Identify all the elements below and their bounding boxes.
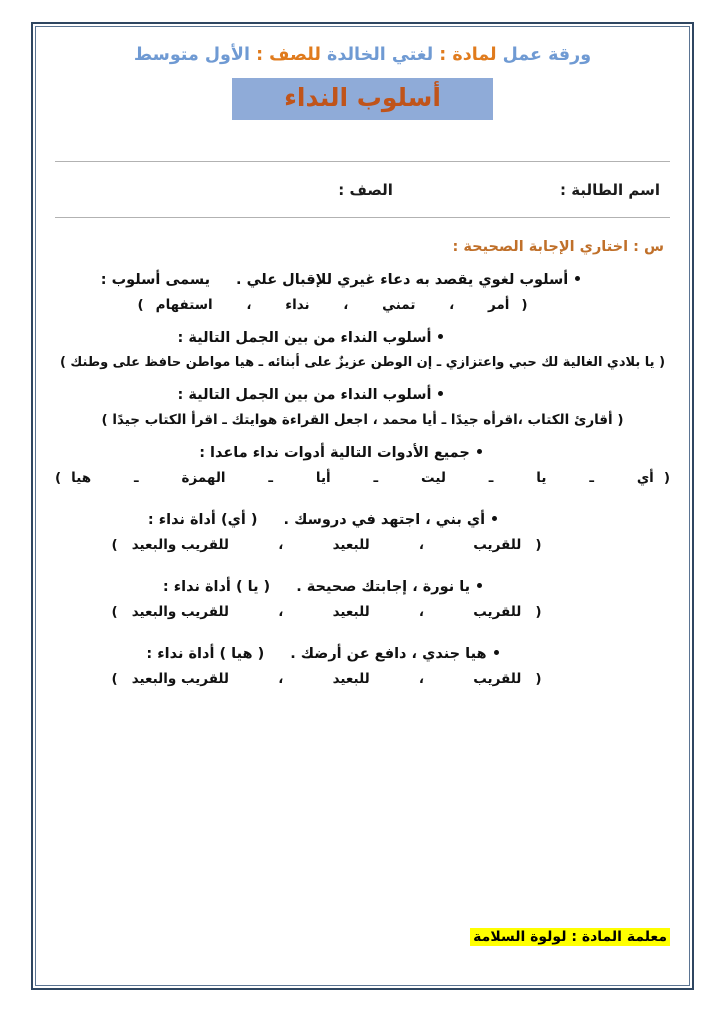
question-3-options[interactable] [55,412,670,428]
worksheet-header-line [55,44,670,68]
close-paren: ) [111,604,118,621]
question-3 [55,387,670,428]
question-4 [55,445,670,486]
close-paren: ) [111,537,118,554]
question-5-option-2[interactable]: للبعيد [332,537,370,554]
option-separator: ، [278,604,284,621]
question-4-options [55,470,670,486]
option-separator: ، [418,537,425,554]
question-5-options [55,537,670,553]
identity-row [55,162,670,217]
option-separator: ـ [134,470,139,487]
open-paren: ( [535,671,542,688]
question-6-stem-text: يا نورة ، إجابتك صحيحة . [296,579,471,596]
header-part-subject-name: لغتي الخالدة [327,45,434,65]
question-7-option-1[interactable]: للقريب [473,671,522,688]
question-3-stem [3,387,618,403]
question-2-options-line[interactable]: ( يا بلادي الغالية لك حبي واعتزازي ـ إن الوطن عزيزٌ على أبنائه ـ هيا مواطن حافظ على وطنك ) [59,355,666,371]
question-5-stem-text: أي بني ، اجتهد في دروسك . [283,512,486,529]
option-separator: ، [246,297,252,314]
option-separator: ، [278,671,284,688]
footer [470,926,670,946]
question-5-option-1[interactable]: للقريب [473,537,522,554]
question-1-stem-tail: يسمى أسلوب : [100,272,211,289]
header-part-grade-label: للصف : [256,45,321,65]
class-label: الصف : [338,180,393,199]
open-paren: ( [521,297,528,314]
question-6 [55,579,670,620]
worksheet-content [33,24,692,988]
question-2-options[interactable] [55,355,670,370]
option-separator: ، [418,604,425,621]
close-paren: ) [55,470,62,487]
question-4-option-4[interactable]: أيا [315,470,331,487]
student-name-label: اسم الطالبة : [560,180,660,199]
open-paren: ( [535,604,542,621]
question-4-option-5[interactable]: الهمزة [181,470,226,487]
header-part-grade-name: الأول متوسط [133,45,250,65]
question-7-options [55,671,670,687]
question-7-option-2[interactable]: للبعيد [332,671,370,688]
bullet-icon [477,449,482,454]
teacher-name: معلمة المادة : لولوة السلامة [470,928,670,946]
question-4-option-2[interactable]: يا [536,470,547,487]
question-1-options [55,297,670,313]
question-4-option-6[interactable]: هيا [71,470,92,487]
question-5-stem [15,512,630,528]
open-paren: ( [535,537,542,554]
question-4-option-3[interactable]: ليت [421,470,446,487]
worksheet-title-container [55,78,670,121]
option-separator: ـ [268,470,274,487]
question-3-options-line[interactable]: ( أقارئ الكتاب ،اقرأه جيدًا ـ أيا محمد ، اجعل القراءة هوايتك ـ اقرأ الكتاب جيدًا ) [101,412,624,429]
option-separator: ، [343,297,349,314]
open-paren: ( [663,470,670,487]
question-2-stem-text: أسلوب النداء من بين الجمل التالية : [177,330,432,347]
question-4-stem [33,445,648,461]
bullet-icon [477,583,482,588]
question-2-stem [3,330,618,346]
bullet-icon [438,391,443,396]
option-separator: ، [449,297,455,314]
question-2 [55,330,670,370]
bullet-icon [575,276,580,281]
question-5-stem-tail: ( أي) أداة نداء : [147,512,258,529]
question-1-option-3[interactable]: نداء [285,297,310,314]
question-7 [55,646,670,687]
option-separator: ، [418,671,425,688]
worksheet-page-frame [31,22,694,990]
question-1-stem [33,272,648,288]
question-6-option-2[interactable]: للبعيد [332,604,370,621]
question-3-stem-text: أسلوب النداء من بين الجمل التالية : [177,387,432,404]
question-7-stem [15,646,630,662]
question-6-option-1[interactable]: للقريب [473,604,522,621]
question-1-option-1[interactable]: أمر [487,297,510,314]
question-6-options [55,604,670,620]
header-part-worksheet: ورقة عمل [502,45,592,65]
question-6-stem [15,579,630,595]
close-paren: ) [111,671,118,688]
divider-bottom [55,217,670,218]
question-1-option-4[interactable]: استفهام [155,297,213,314]
question-5 [55,512,670,553]
question-6-option-3[interactable]: للقريب والبعيد [131,604,230,621]
question-7-stem-tail: ( هيا ) أداة نداء : [146,646,265,663]
question-7-option-3[interactable]: للقريب والبعيد [131,671,230,688]
bullet-icon [438,334,443,339]
question-6-stem-tail: ( يا ) أداة نداء : [162,579,271,596]
question-1 [55,272,670,313]
question-5-option-3[interactable]: للقريب والبعيد [131,537,230,554]
instruction-text: س : اختاري الإجابة الصحيحة : [452,239,664,256]
question-1-stem-text: أسلوب لغوي يقصد به دعاء غيري للإقبال علي . [236,272,569,289]
question-7-stem-text: هيا جندي ، دافع عن أرضك . [290,646,487,663]
page-title: أسلوب النداء [232,78,493,121]
question-4-stem-text: جميع الأدوات التالية أدوات نداء ماعدا : [199,445,470,462]
question-4-option-1[interactable]: أي [636,470,654,487]
option-separator: ـ [589,470,594,487]
option-separator: ـ [488,470,494,487]
option-separator: ـ [373,470,379,487]
header-part-subject-label: لمادة : [439,45,497,65]
option-separator: ، [278,537,284,554]
bullet-icon [492,516,497,521]
bullet-icon [494,650,499,655]
question-1-option-2[interactable]: تمني [382,297,416,314]
close-paren: ) [137,297,144,314]
